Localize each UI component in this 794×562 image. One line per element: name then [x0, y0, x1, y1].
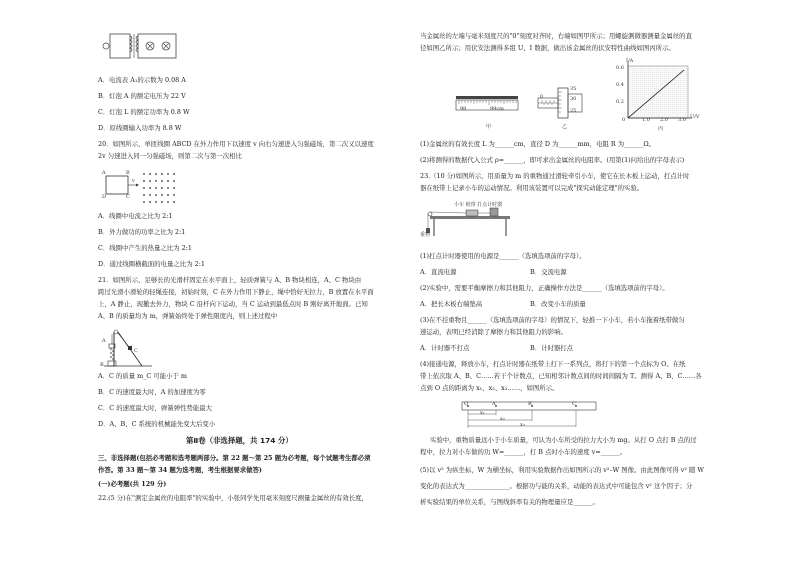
- rod-label-a: A: [102, 338, 106, 344]
- q21-option-d: D．A、B、C 系统的机械能先变大后变小: [98, 420, 216, 428]
- q23-part3-opt-b: B．计时器打点: [530, 344, 574, 352]
- q21-stem-line2: 跨过光滑小滑轮的轻绳连接，初始时刻，C 在外力作用下静止，绳中恰好无拉力，B 放置在水平面: [98, 288, 374, 296]
- q23-part4-line1: (4)接通电源，释放小车，打点计时器在纸带上打下一系列点，将打下的第一个点标为 O。在纸: [420, 360, 686, 368]
- q20-stem-line1: 20．如图所示，单匝线圈 ABCD 在外力作用下以速度 v 向右匀速进入匀强磁场，第二次又以速度: [98, 140, 374, 148]
- q23-part1: (1)打点计时器使用的电源是______（选填选项前的字母）。: [420, 252, 586, 260]
- graph-y-unit: I/A: [626, 58, 634, 64]
- transformer-circuit-figure: [102, 30, 182, 64]
- q23-part5-line2: 变化的表达式为______________。根据功与能的关系，动能的表达式中可能包含 v² 这个因子；分: [420, 482, 693, 490]
- graph-x-unit: U/V: [690, 114, 700, 120]
- graph-x-tick-1: 1.0: [642, 117, 650, 123]
- iu-graph-figure: [622, 62, 696, 124]
- apparatus-label-weight: 重物: [420, 232, 431, 238]
- micrometer-label-25: 25: [570, 108, 577, 114]
- q20-stem-line2: 2v 匀速进入同一匀强磁场，则第二次与第一次相比: [98, 152, 242, 160]
- q19-option-d: D．原线圈输入功率为 8.8 W: [98, 124, 182, 132]
- q19-option-a: A．电流表 A₁的示数为 0.08 A: [98, 76, 186, 84]
- micrometer-label-30: 30: [570, 96, 577, 102]
- q22-cont-line1: 当金属丝的左端与毫米刻度尺的"0"刻度对齐时，右端如图甲所示；用螺旋测微器测量金属丝的直: [420, 32, 692, 40]
- caption-yi: 乙: [562, 124, 568, 130]
- graph-x-tick-3: 3.0: [678, 117, 686, 123]
- loop-label-d: D: [102, 194, 107, 200]
- q23-stem-line2: 器在纸带上记录小车的运动情况。利用该装置可以完成"探究动能定理"的实验。: [420, 184, 644, 192]
- q21-stem-line3: 上，A 静止，现撤去外力，物块 C 沿杆向下运动，当 C 运动到最低点时 B 刚好离开地面。已知: [98, 300, 368, 308]
- micrometer-figure: [538, 84, 594, 124]
- loop-label-a: A: [102, 170, 106, 176]
- q21-option-b: B．C 的速度最大时，A 的加速度为零: [98, 388, 206, 396]
- tape-label-b: B: [528, 401, 532, 407]
- tape-label-o: O: [464, 401, 469, 407]
- q22-part1: (1)金属丝的有效长度 L 为______cm，直径 D 为______mm，电阻 R 为______Ω。: [420, 140, 656, 148]
- q23-part2-opt-b: B．改变小车的质量: [530, 300, 586, 308]
- q20-option-b: B．外力做功的功率之比为 2:1: [98, 228, 186, 236]
- caption-jia: 甲: [486, 124, 492, 130]
- q19-option-b: B．灯泡 A 的额定电压为 22 V: [98, 92, 186, 100]
- q20-option-d: D．通过线圈横截面的电量之比为 2:1: [98, 260, 205, 268]
- q23-part3-line1: (3)在不挂重物且______（选填选项前的字母）的情况下，轻推一下小车，若小车拖着纸带做匀: [420, 316, 685, 324]
- micrometer-label-0: 0: [540, 94, 544, 100]
- graph-y-tick-04: 0.4: [616, 82, 624, 88]
- graph-y-tick-0: 0: [622, 117, 626, 123]
- q22-cont-line2: 径如图乙所示；用伏安法测得多组 U、I 数据，做出该金属丝的伏安特性曲线如图丙所示。: [420, 44, 675, 52]
- ruler-label-99: 99cm: [490, 106, 504, 112]
- tape-label-c: C: [572, 401, 576, 407]
- q23-part4b-line1: 实验中，重物质量远小于小车质量，可认为小车所受的拉力大小为 mg。从打 O 点打 B 点的过: [430, 436, 697, 444]
- loop-label-b: B: [126, 170, 130, 176]
- loop-label-c: C: [126, 194, 130, 200]
- q23-part4b-line2: 程中，拉力对小车做的功 W=______，打 B 点时小车的速度 v=______。: [420, 448, 627, 456]
- graph-x-tick-2: 2.0: [660, 117, 668, 123]
- micrometer-label-35: 35: [570, 86, 577, 92]
- pulley-rod-figure: [104, 326, 154, 368]
- q23-part2-opt-a: A．把长木板右端垫高: [420, 300, 483, 308]
- q23-part2: (2)实验中，需要平衡摩擦力和其他阻力，正确操作方法是______（选填选项前的字母）。: [420, 284, 669, 292]
- section3-subtitle: (一)必考题(共 129 分): [98, 480, 167, 488]
- tape-x2: x₂: [500, 416, 505, 422]
- caption-bing: 丙: [658, 126, 664, 132]
- q21-stem-line1: 21．如图所示，足够长的光滑杆固定在水平面上，轻质弹簧与 A、B 物块相连，A、C 物块由: [98, 276, 362, 284]
- apparatus-label-car: 小车 纸带 打点计时器: [454, 202, 503, 208]
- tape-x3: x₃: [520, 422, 525, 428]
- loop-velocity-label: v: [132, 178, 135, 184]
- ruler-label-98: 98: [460, 106, 467, 112]
- graph-y-tick-06: 0.6: [616, 65, 624, 71]
- q23-part5-line1: (5)以 v² 为纵坐标，W 为横坐标，利用实验数据作出如图所示的 v²–W 图像。由此图像可得 v² 随 W: [420, 466, 705, 474]
- q23-part4-line2: 带上依次取 A、B、C……若干个计数点，已知相邻计数点间的时间间隔为 T。测得 A、B、C……各: [420, 372, 702, 380]
- q23-part4-line3: 点到 O 点的距离为 x₁、x₂、x₃……，如图所示。: [420, 384, 559, 392]
- q21-option-c: C．C 的速度最大时，弹簧弹性势能最大: [98, 404, 213, 412]
- q23-part3-line2: 速运动，表明已经消除了摩擦力和其他阻力的影响。: [420, 328, 567, 336]
- tape-label-a: A: [492, 401, 496, 407]
- q23-part3-opt-a: A．计时器不打点: [420, 344, 470, 352]
- graph-y-tick-02: 0.2: [616, 99, 624, 105]
- loop-field-figure: [102, 166, 182, 208]
- rod-label-b: B: [100, 362, 104, 368]
- q23-part1-opt-a: A．直流电源: [420, 268, 457, 276]
- q23-part5-line3: 析实验结果的单位关系，与图线斜率有关的物理量应是______。: [420, 498, 599, 506]
- q22-part2: (2)将测得的数据代入公式 ρ=______，即可求出金属丝的电阻率。(用第(1)问给出的字母表示): [420, 156, 685, 164]
- section3-line2: 作答。第 33 题～第 34 题为选考题，考生根据要求做答): [98, 466, 262, 474]
- q20-option-a: A．线圈中电流之比为 2:1: [98, 212, 173, 220]
- q23-part1-opt-b: B．交流电源: [530, 268, 567, 276]
- q22-stem: 22.(5 分)在"测定金属丝的电阻率"的实验中，小张同学先用毫米刻度尺测量金属丝的有效长度，: [98, 494, 368, 502]
- q23-stem-line1: 23.（10 分)如图所示，用质量为 m 的重物通过滑轮牵引小车，使它在长木板上运动，打点计时: [420, 172, 690, 180]
- ruler-figure: [456, 92, 520, 118]
- rod-label-c: C: [134, 348, 138, 354]
- tape-x1: x₁: [480, 410, 485, 416]
- q21-stem-line4: A、B 的质量均为 m，弹簧始终处于弹性限度内，则上述过程中: [98, 312, 278, 320]
- q21-option-a: A．C 的质量 m_C 可能小于 m: [98, 372, 187, 380]
- q19-option-c: C．灯泡 L 的额定功率为 0.8 W: [98, 108, 190, 116]
- part2-title: 第Ⅱ卷（非选择题，共 174 分）: [186, 436, 293, 445]
- section3-line1: 三、非选择题(包括必考题和选考题两部分。第 22 题～第 25 题为必考题，每个试题考生都必须: [98, 454, 371, 462]
- q20-option-c: C．线圈中产生的热量之比为 2:1: [98, 244, 192, 252]
